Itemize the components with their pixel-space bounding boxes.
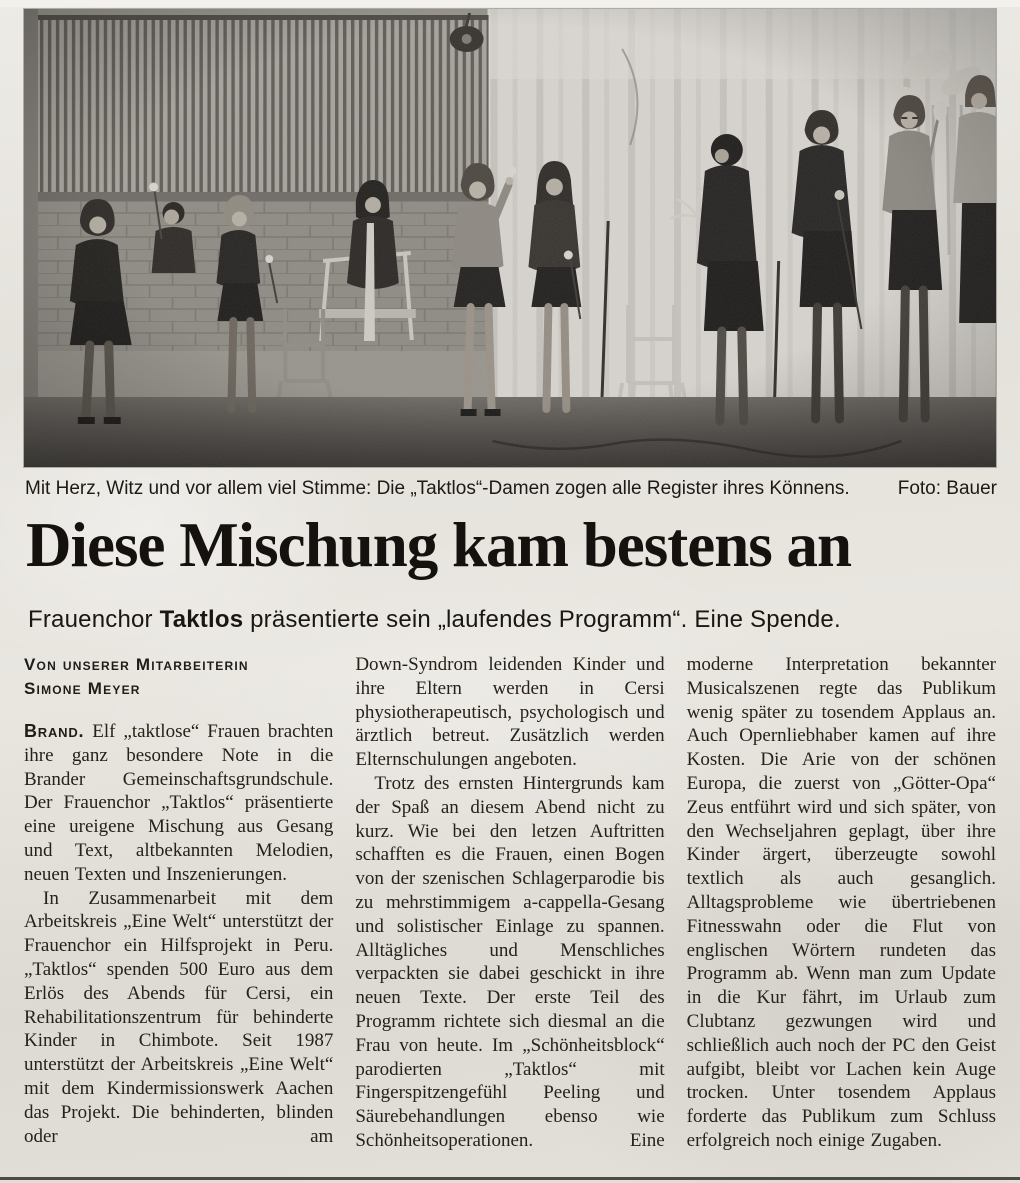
article-column-3 xyxy=(687,653,996,1168)
paragraph-2-continued: Down-Syndrom leidenden Kinder und ihre Eltern werden in Cersi physiotherapeutisch, psychologisch und ärztlich betreut. Zusätzlich werden Elternschulungen angeboten. xyxy=(355,654,665,771)
photo-credit: Foto: Bauer xyxy=(897,478,997,499)
paragraph-2: In Zusammenarbeit mit dem Arbeitskreis „Eine Welt“ unterstützt der Frauenchor ein Hilfsprojekt in Peru. „Taktlos“ spenden 500 Euro aus dem Erlös des Abends für Cersi, ein Rehabilitationszentrum für behinderte Kinder in Chimbote. Seit 1987 unterstützt der Arbeitskreis „Eine Welt“ mit dem Kindermissionswerk Aachen das Projekt. Die behinderten, blinden oder am xyxy=(24,887,334,1147)
article-columns xyxy=(24,653,996,1168)
subheadline-suffix: präsentierte sein „laufendes Programm“. Eine Spende. xyxy=(243,606,841,633)
paragraph-1 xyxy=(24,720,333,887)
article-column-1 xyxy=(24,653,333,1168)
chorus-name: Taktlos xyxy=(159,606,244,633)
dateline: Brand. xyxy=(24,721,85,741)
photo-caption: Mit Herz, Witz und vor allem viel Stimme: Die „Taktlos“-Damen zogen alle Register ihres Könnens. xyxy=(25,478,850,499)
headline: Diese Mischung kam bestens an xyxy=(26,510,852,580)
paragraph-3: Trotz des ernsten Hintergrunds kam der Spaß an diesem Abend nicht zu kurz. Wie bei den letzen Auftritten schafften es die Frauen, einen Bogen von der szenischen Schlagerparodie bis zu mehrstimmigem a-cappella-Gesang und solistischer Einlage zu spannen. Alltägliches und Menschliches verpackten sie dabei geschickt in ihre neuen Texte. Der erste Teil des Programm richtete sich diesmal an die Frau von heute. Im „Schönheitsblock“ parodierten „Taktlos“ mit Fingerspitzengefühl Peeling und Säurebehandlungen ebenso wie Schönheitsoperationen. Eine xyxy=(355,772,665,1151)
paragraph-1-text: Elf „taktlose“ Frauen brachten ihre ganz besondere Note in die Brander Gemeinschaftsgrundschule. Der Frauenchor „Taktlos“ präsentierte eine ureigene Mischung aus Gesang und Text, altbekannten Melodien, neuen Texten und Inszenierungen. xyxy=(24,721,334,885)
paragraph-3-continued: moderne Interpretation bekannter Musicalszenen regte das Publikum wenig später zu tosendem Applaus an. Auch Opernliebhaber kamen auf ihre Kosten. Die Arie von der schönen Europa, die zuerst von „Götter-Opa“ Zeus entführt wird und sich später, von den Wechseljahren geplagt, über ihre Kinder ärgert, überzeugte sowohl textlich als auch gesanglich. Alltagsprobleme wie übertriebenen Fitnesswahn oder die Flut von englischen Wörtern rundeten das Programm ab. Wenn man zum Update in die Kur fährt, im Urlaub zum Clubtanz gezwungen wird und schließlich auch noch der PC den Geist aufgibt, bleibt vor Lachen kein Auge trocken. Unter tosendem Applaus forderte das Publikum zum Schluss erfolgreich noch einige Zugaben. xyxy=(686,654,996,1151)
byline xyxy=(24,653,333,701)
article-column-2 xyxy=(355,653,664,1168)
subheadline-prefix: Frauenchor xyxy=(28,606,160,633)
choir-photo-illustration xyxy=(24,9,996,467)
subheadline xyxy=(28,606,996,635)
byline-role: Von unserer Mitarbeiterin xyxy=(24,655,249,674)
stage-photo xyxy=(24,9,996,467)
photo-caption-row xyxy=(25,478,997,501)
bottom-rule xyxy=(0,1177,1020,1180)
byline-author: Simone Meyer xyxy=(24,679,141,698)
